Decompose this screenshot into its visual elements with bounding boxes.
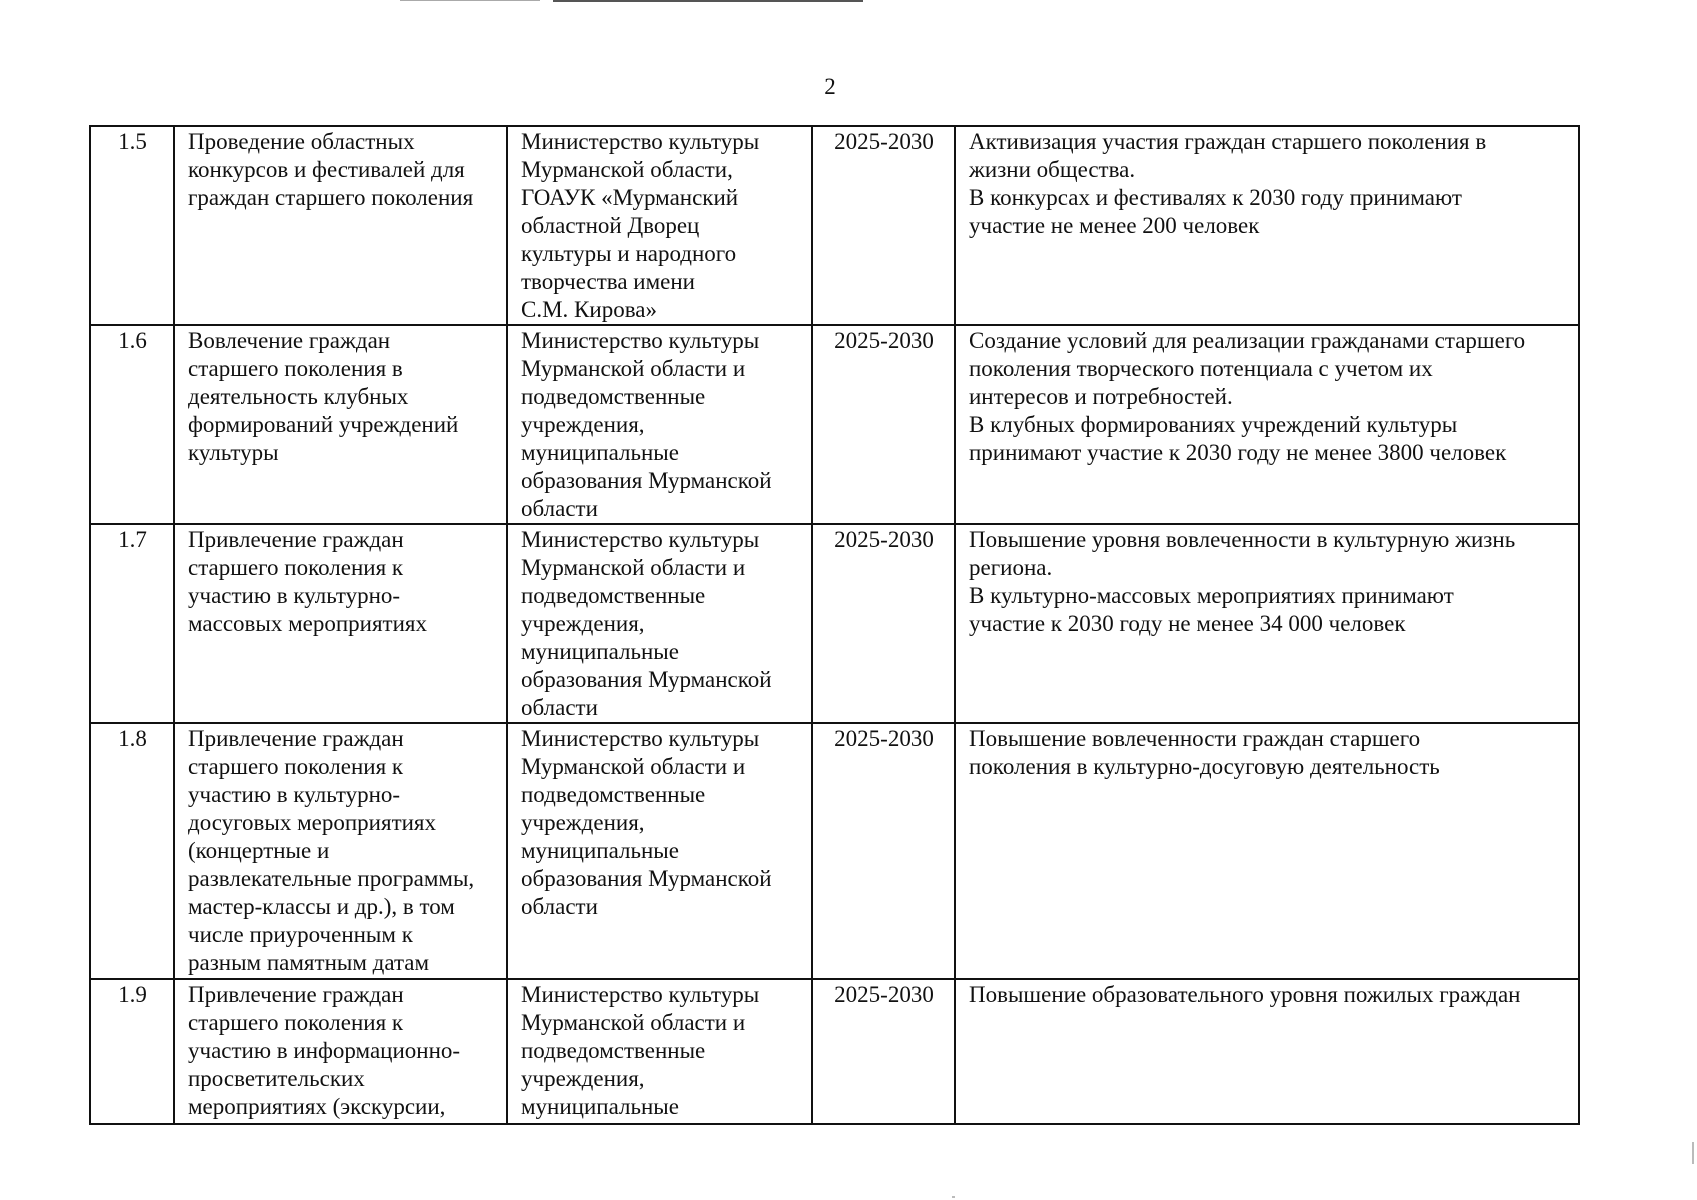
row-number-cell xyxy=(90,524,174,723)
period: 2025-2030 xyxy=(834,982,934,1007)
executor-line: области xyxy=(521,496,598,521)
executor-line: подведомственные xyxy=(521,782,706,807)
executor-line: муниципальные xyxy=(521,1094,679,1119)
executor-line: Мурманской области и xyxy=(521,555,746,580)
executor-line: области xyxy=(521,695,598,720)
row-number-cell xyxy=(90,325,174,524)
scan-top-rule-left xyxy=(400,0,540,1)
executor-line: муниципальные xyxy=(521,639,679,664)
result-cell xyxy=(955,126,1579,325)
executor-line: образования Мурманской xyxy=(521,667,772,692)
executor-cell xyxy=(507,979,812,1124)
measure-line: формирований учреждений xyxy=(188,412,459,437)
measure-line: старшего поколения к xyxy=(188,754,404,779)
executor-line: учреждения, xyxy=(521,611,645,636)
result-line: жизни общества. xyxy=(969,157,1136,182)
measure-line: конкурсов и фестивалей для xyxy=(188,157,465,182)
executor-line: Мурманской области и xyxy=(521,1010,746,1035)
executor-cell xyxy=(507,723,812,979)
result-line: поколения в культурно-досуговую деятельность xyxy=(969,754,1440,779)
scan-artifact-dot xyxy=(952,1196,955,1198)
measure-cell xyxy=(174,325,507,524)
period: 2025-2030 xyxy=(834,527,934,552)
period-cell xyxy=(812,979,955,1124)
measure-line: (концертные и xyxy=(188,838,330,863)
table-row xyxy=(90,979,1579,1124)
measure-line: старшего поколения в xyxy=(188,356,403,381)
executor-line: учреждения, xyxy=(521,412,645,437)
executor-line: Министерство культуры xyxy=(521,982,760,1007)
measure-line: досуговых мероприятиях xyxy=(188,810,437,835)
measure-line: участию в культурно- xyxy=(188,583,401,608)
measure-line: Привлечение граждан xyxy=(188,982,404,1007)
row-number: 1.5 xyxy=(118,129,147,154)
measure-line: массовых мероприятиях xyxy=(188,611,427,636)
measure-cell xyxy=(174,723,507,979)
result-cell xyxy=(955,325,1579,524)
measure-line: участию в культурно- xyxy=(188,782,401,807)
measure-line: Привлечение граждан xyxy=(188,527,404,552)
row-number: 1.9 xyxy=(118,982,147,1007)
result-line: Активизация участия граждан старшего поколения в xyxy=(969,129,1487,154)
measure-line: Проведение областных xyxy=(188,129,415,154)
result-line: участие не менее 200 человек xyxy=(969,213,1260,238)
executor-line: культуры и народного xyxy=(521,241,737,266)
row-number: 1.6 xyxy=(118,328,147,353)
table-row xyxy=(90,126,1579,325)
executor-line: области xyxy=(521,894,598,919)
measure-line: культуры xyxy=(188,440,279,465)
measure-line: деятельность клубных xyxy=(188,384,409,409)
period: 2025-2030 xyxy=(834,328,934,353)
scan-artifact-mark xyxy=(1692,1142,1694,1164)
measure-line: мероприятиях (экскурсии, xyxy=(188,1094,446,1119)
result-line: поколения творческого потенциала с учетом их xyxy=(969,356,1433,381)
executor-line: Мурманской области, xyxy=(521,157,733,182)
executor-line: учреждения, xyxy=(521,1066,645,1091)
table-row xyxy=(90,723,1579,979)
result-line: В культурно-массовых мероприятиях принимают xyxy=(969,583,1454,608)
executor-line: подведомственные xyxy=(521,1038,706,1063)
result-line: В клубных формированиях учреждений культуры xyxy=(969,412,1458,437)
period-cell xyxy=(812,723,955,979)
executor-line: творчества имени xyxy=(521,269,695,294)
measure-line: разным памятным датам xyxy=(188,950,430,975)
executor-cell xyxy=(507,325,812,524)
result-cell xyxy=(955,979,1579,1124)
executor-line: С.М. Кирова» xyxy=(521,297,657,322)
executor-line: подведомственные xyxy=(521,384,706,409)
executor-line: областной Дворец xyxy=(521,213,700,238)
result-line: Создание условий для реализации гражданами старшего xyxy=(969,328,1526,353)
result-line: Повышение образовательного уровня пожилых граждан xyxy=(969,982,1521,1007)
executor-line: Министерство культуры xyxy=(521,726,760,751)
row-number-cell xyxy=(90,126,174,325)
result-line: принимают участие к 2030 году не менее 3800 человек xyxy=(969,440,1507,465)
period-cell xyxy=(812,524,955,723)
measure-line: мастер-классы и др.), в том xyxy=(188,894,455,919)
row-number-cell xyxy=(90,723,174,979)
result-cell xyxy=(955,524,1579,723)
row-number-cell xyxy=(90,979,174,1124)
result-line: региона. xyxy=(969,555,1053,580)
measure-line: граждан старшего поколения xyxy=(188,185,474,210)
row-number: 1.8 xyxy=(118,726,147,751)
measure-line: старшего поколения к xyxy=(188,555,404,580)
result-line: интересов и потребностей. xyxy=(969,384,1233,409)
result-cell xyxy=(955,723,1579,979)
period-cell xyxy=(812,126,955,325)
table-row xyxy=(90,325,1579,524)
executor-line: Министерство культуры xyxy=(521,129,760,154)
result-line: Повышение вовлеченности граждан старшего xyxy=(969,726,1421,751)
measure-line: числе приуроченным к xyxy=(188,922,413,947)
measure-cell xyxy=(174,979,507,1124)
result-line: В конкурсах и фестивалях к 2030 году принимают xyxy=(969,185,1462,210)
executor-line: Министерство культуры xyxy=(521,527,760,552)
measure-line: Вовлечение граждан xyxy=(188,328,391,353)
measure-cell xyxy=(174,524,507,723)
executor-cell xyxy=(507,126,812,325)
scan-top-rule xyxy=(553,0,863,2)
executor-line: муниципальные xyxy=(521,838,679,863)
result-line: участие к 2030 году не менее 34 000 человек xyxy=(969,611,1406,636)
result-line: Повышение уровня вовлеченности в культурную жизнь xyxy=(969,527,1516,552)
executor-line: образования Мурманской xyxy=(521,866,772,891)
table-row xyxy=(90,524,1579,723)
executor-line: Министерство культуры xyxy=(521,328,760,353)
measure-line: просветительских xyxy=(188,1066,365,1091)
executor-line: Мурманской области и xyxy=(521,356,746,381)
executor-cell xyxy=(507,524,812,723)
executor-line: Мурманской области и xyxy=(521,754,746,779)
period-cell xyxy=(812,325,955,524)
row-number: 1.7 xyxy=(118,527,147,552)
executor-line: учреждения, xyxy=(521,810,645,835)
executor-line: муниципальные xyxy=(521,440,679,465)
period: 2025-2030 xyxy=(834,129,934,154)
measure-line: развлекательные программы, xyxy=(188,866,475,891)
executor-line: подведомственные xyxy=(521,583,706,608)
executor-line: ГОАУК «Мурманский xyxy=(521,185,739,210)
measures-table xyxy=(89,125,1580,1125)
executor-line: образования Мурманской xyxy=(521,468,772,493)
measure-cell xyxy=(174,126,507,325)
period: 2025-2030 xyxy=(834,726,934,751)
page-number: 2 xyxy=(824,74,836,99)
measure-line: участию в информационно- xyxy=(188,1038,461,1063)
measure-line: Привлечение граждан xyxy=(188,726,404,751)
measure-line: старшего поколения к xyxy=(188,1010,404,1035)
